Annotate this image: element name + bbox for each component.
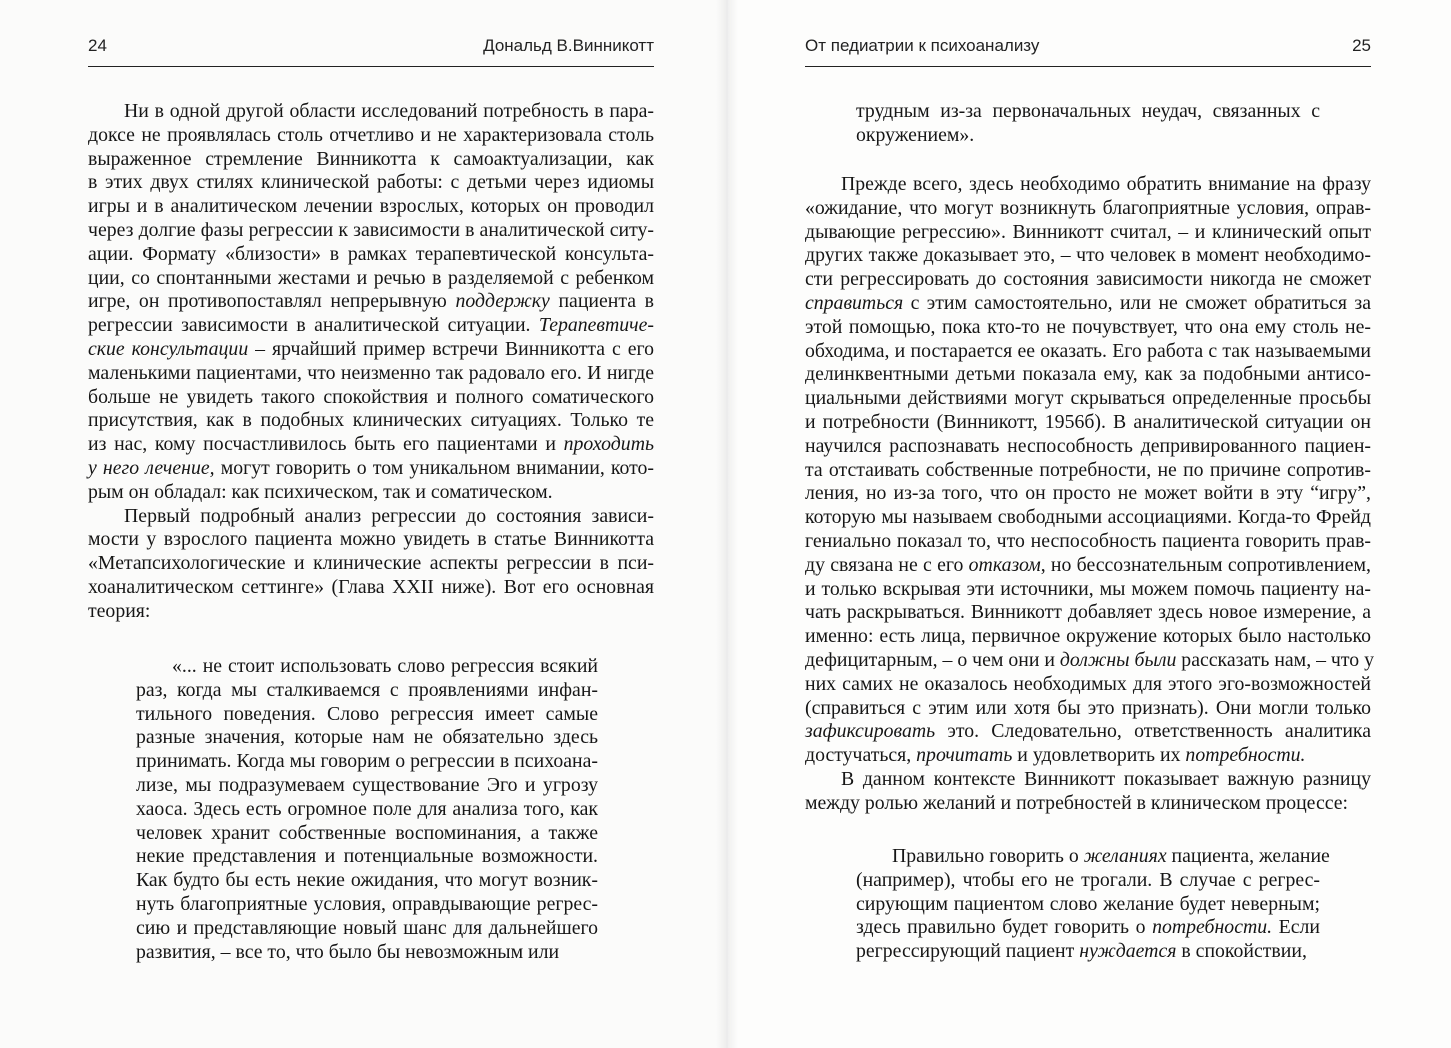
text-line xyxy=(856,940,1320,964)
text-line xyxy=(88,505,654,529)
text-line xyxy=(136,774,598,798)
left-quote xyxy=(136,655,598,964)
italic-text: прочитать xyxy=(916,744,1013,767)
text-line xyxy=(805,221,1371,245)
text-line xyxy=(88,576,654,600)
italic-text: отказом xyxy=(968,553,1041,576)
text-line xyxy=(805,720,1371,744)
text-line xyxy=(805,482,1371,506)
text-line xyxy=(805,197,1371,221)
text-run: присутствия, как в подобных клинических ситуациях. Только те xyxy=(88,409,654,432)
text-run: именно: есть лица, первичное окружение которых было настолько xyxy=(805,625,1371,648)
text-line xyxy=(805,411,1371,435)
text-line xyxy=(88,481,654,505)
text-run: гениально показал то, что неспособность пациента говорить прав- xyxy=(805,529,1371,552)
text-line xyxy=(805,173,1371,197)
italic-text: зафиксировать xyxy=(805,720,936,743)
text-line xyxy=(136,941,598,965)
left-page-number: 24 xyxy=(88,36,107,55)
right-page-number: 25 xyxy=(1352,36,1371,55)
text-line xyxy=(88,600,654,624)
text-line xyxy=(136,869,598,893)
text-run: (справиться с этим или хотя бы это признать). Они могли только xyxy=(805,696,1371,719)
right-body-text xyxy=(805,173,1374,816)
right-quote-end xyxy=(856,100,1320,148)
text-run: из нас, кому посчастливилось быть его пациентами и xyxy=(88,433,564,456)
text-run: окружением». xyxy=(856,123,975,146)
text-line xyxy=(805,768,1371,792)
text-run: игре, он противопоставлял непрерывную xyxy=(88,290,456,313)
text-run: в этих двух стилях клинической работы: с детьми через идиомы xyxy=(88,171,654,194)
text-line xyxy=(805,459,1371,483)
text-run: других также доказывает это, – что человек в момент необходимо- xyxy=(805,244,1371,267)
text-line xyxy=(805,792,1371,816)
text-line xyxy=(88,100,654,124)
italic-text: ские консультации xyxy=(88,337,249,360)
text-line xyxy=(136,893,598,917)
text-run: Если xyxy=(1272,916,1320,939)
left-block-quote xyxy=(136,655,598,964)
text-line xyxy=(805,506,1371,530)
text-run: некие представления и потенциальные возможности. xyxy=(136,845,598,868)
text-run: ции, со спонтанными жестами и речью в разделяемой с ребенком xyxy=(88,266,654,289)
text-run: тильного поведения. Слово регрессия имеет самые xyxy=(136,702,598,725)
text-run: хоаналитическом сеттинге» (Глава XXII ниже). Вот его основная xyxy=(88,575,654,598)
text-run: достучаться, xyxy=(805,744,917,767)
text-run: хаоса. Здесь есть огромное поле для анализа того, как xyxy=(136,797,598,820)
left-paragraph-2 xyxy=(88,505,654,624)
text-line xyxy=(805,363,1371,387)
text-run: маленькими пациентами, что неизменно так радовало его. И нигде xyxy=(88,361,654,384)
text-line xyxy=(88,457,654,481)
text-run: Первый подробный анализ регрессии до состояния зависи- xyxy=(124,504,654,527)
text-run: сирующим пациентом слово желание будет неверным; xyxy=(856,892,1320,915)
text-run: этой помощью, пока кто-то не почувствует, что она ему столь не- xyxy=(805,315,1371,338)
italic-text: желаниях xyxy=(1083,845,1167,867)
text-line xyxy=(805,435,1371,459)
text-run: чать раскрываться. Винникотт добавляет здесь новое измерение, а xyxy=(805,601,1371,624)
text-run: (например), чтобы его не трогали. В случае с регрес- xyxy=(856,868,1320,891)
text-line xyxy=(856,100,1320,124)
text-run: раз, когда мы сталкиваемся с проявлениями инфан- xyxy=(136,678,598,701)
text-run: «Метапсихологические и клинические аспекты регрессии в пси- xyxy=(88,552,654,575)
text-line xyxy=(805,292,1371,316)
italic-text: должны были xyxy=(1059,648,1177,671)
text-run: разные значения, которые нам не обязательно здесь xyxy=(136,726,598,749)
text-run: и потребности (Винникотт, 1956б). В аналитической ситуации он xyxy=(805,410,1371,433)
italic-text: справиться xyxy=(805,291,904,314)
italic-text: потребности. xyxy=(1152,916,1273,939)
text-run: рассказать нам, – что у xyxy=(1176,648,1374,671)
italic-text: у него лечение, xyxy=(88,456,215,479)
text-run: здесь правильно будет говорить о xyxy=(856,916,1153,939)
text-run: сти регрессировать до состояния зависимости никогда не сможет xyxy=(805,268,1371,291)
text-line xyxy=(805,554,1371,578)
text-line xyxy=(805,268,1371,292)
text-run: развития, – все то, что было бы невозможным или xyxy=(136,940,560,963)
text-line xyxy=(805,530,1371,554)
text-line xyxy=(805,625,1371,649)
right-page-header xyxy=(805,36,1371,60)
text-line xyxy=(856,893,1320,917)
text-line xyxy=(805,744,1371,768)
italic-text: потребности. xyxy=(1185,744,1306,767)
text-line xyxy=(856,124,1320,148)
text-run: и удовлетворить их xyxy=(1012,744,1186,767)
text-line xyxy=(856,916,1320,940)
left-paragraph-1 xyxy=(88,100,654,505)
text-run: теория: xyxy=(88,599,151,622)
text-run: «... не стоит использовать слово регрессия всякий xyxy=(172,655,598,677)
italic-text: Терапевтиче- xyxy=(538,314,654,337)
text-line xyxy=(805,244,1371,268)
italic-text: проходить xyxy=(563,433,654,456)
text-line xyxy=(88,433,654,457)
text-run: через долгие фазы регрессии к зависимости в аналитической ситу- xyxy=(88,218,654,241)
text-run: ления, но из-за того, что он просто не может войти в эту “игру”, xyxy=(805,482,1371,505)
text-run: В данном контексте Винникотт показывает важную разницу xyxy=(841,767,1371,790)
italic-text: нуждается xyxy=(1079,940,1177,963)
text-run: игры и в аналитическом лечении взрослых, которых он проводил xyxy=(88,195,654,218)
text-line xyxy=(88,528,654,552)
text-line xyxy=(88,148,654,172)
text-line xyxy=(136,703,598,727)
text-run: нуть благоприятные условия, оправдывающие регрес- xyxy=(136,892,598,915)
text-run: лизе, мы подразумеваем существование Эго и угрозу xyxy=(136,773,598,796)
text-line xyxy=(88,290,654,314)
text-line xyxy=(88,338,654,362)
text-line xyxy=(805,601,1371,625)
text-line xyxy=(805,387,1371,411)
text-run: мости у взрослого пациента можно увидеть в статье Винникотта xyxy=(88,528,654,551)
right-paragraph-1 xyxy=(805,173,1374,768)
text-line xyxy=(856,869,1320,893)
text-line xyxy=(136,822,598,846)
text-run: и только вскрывая эти источники, мы можем помочь пациенту на- xyxy=(805,577,1371,600)
text-line xyxy=(88,386,654,410)
text-run: в спокойствии, xyxy=(1176,940,1307,963)
text-run: обходима, и постарается ее оказать. Его работа с так называемыми xyxy=(805,339,1371,362)
text-run: принимать. Когда мы говорим о регрессии в психоана- xyxy=(136,750,598,773)
text-run: доксе не проявлялась столь отчетливо и не характеризовала столь xyxy=(88,123,654,146)
text-line xyxy=(136,845,598,869)
text-run: это. Следовательно, ответственность аналитика xyxy=(935,720,1371,743)
text-run: человек хранит собственные воспоминания, а также xyxy=(136,821,598,844)
text-line xyxy=(136,917,598,941)
text-run: Правильно говорить о xyxy=(892,845,1084,867)
text-run: между ролью желаний и потребностей в клиническом процессе: xyxy=(805,791,1349,814)
text-run: выраженное стремление Винникотта к самоактуализации, как xyxy=(88,147,654,170)
left-running-head: Дональд В.Винникотт xyxy=(483,36,654,55)
text-line xyxy=(805,673,1371,697)
text-line xyxy=(136,726,598,750)
right-running-head: От педиатрии к психоанализу xyxy=(805,36,1040,55)
text-run: Как будто бы есть некие ожидания, что могут возник- xyxy=(136,869,598,892)
text-run: пациента в xyxy=(549,290,654,313)
right-quote-end-block xyxy=(856,100,1320,148)
text-run: делинквентными детьми показала ему, как за подобными антисо- xyxy=(805,363,1371,386)
text-line xyxy=(88,243,654,267)
text-run: – ярчайший пример встречи Винникотта с его xyxy=(248,337,655,360)
text-run: научился распознавать неспособность депривированного пациен- xyxy=(805,434,1371,457)
left-page-header xyxy=(88,36,654,60)
text-run: больше не увидеть такого спокойствия и полного соматического xyxy=(88,385,654,408)
text-run: циальными действиями могут скрываться определенные просьбы xyxy=(805,387,1371,410)
text-run: Ни в одной другой области исследований потребность в пара- xyxy=(124,100,654,122)
text-line xyxy=(805,316,1371,340)
text-run: трудным из-за первоначальных неудач, связанных с xyxy=(856,100,1320,122)
text-line xyxy=(856,845,1330,869)
text-line xyxy=(136,655,598,679)
text-run: регрессирующий пациент xyxy=(856,940,1080,963)
left-header-rule xyxy=(88,66,654,67)
text-line xyxy=(88,219,654,243)
text-run: ации. Формату «близости» в рамках терапевтической консульта- xyxy=(88,242,654,265)
text-run: «ожидание, что могут возникнуть благоприятные условия, оправ- xyxy=(805,196,1371,219)
text-line xyxy=(805,648,1374,673)
text-run: могут говорить о том уникальном внимании, кото- xyxy=(214,456,655,479)
text-line xyxy=(805,578,1371,602)
text-run: которую мы называем свободными ассоциациями. Когда-то Фрейд xyxy=(805,506,1371,529)
text-line xyxy=(88,124,654,148)
text-run: дефицитарным, – о чем они и xyxy=(805,648,1060,671)
text-line xyxy=(88,195,654,219)
text-line xyxy=(88,362,654,386)
book-gutter xyxy=(716,0,738,1048)
text-run: ду связана не с его xyxy=(805,553,969,576)
text-run: рым он обладал: как психическом, так и соматическом. xyxy=(88,480,553,503)
text-line xyxy=(88,409,654,433)
text-line xyxy=(805,340,1371,364)
text-line xyxy=(88,171,654,195)
left-body-text xyxy=(88,100,654,624)
text-line xyxy=(136,798,598,822)
text-run: Прежде всего, здесь необходимо обратить внимание на фразу xyxy=(841,173,1371,195)
italic-text: поддержку xyxy=(455,290,550,313)
text-line xyxy=(805,697,1371,721)
right-block-quote xyxy=(856,845,1330,964)
right-paragraph-2 xyxy=(805,768,1371,816)
text-line xyxy=(88,314,654,338)
right-header-rule xyxy=(805,66,1371,67)
text-run: регрессии зависимости в аналитической ситуации. xyxy=(88,314,539,337)
text-line xyxy=(136,679,598,703)
text-line xyxy=(88,552,654,576)
right-quote xyxy=(856,845,1330,964)
text-run: сию и представляющие новый шанс для дальнейшего xyxy=(136,916,598,939)
text-line xyxy=(88,267,654,291)
text-run: пациента, желание xyxy=(1166,845,1330,867)
text-run: дывающие регрессию». Винникотт считал, – и клинический опыт xyxy=(805,220,1371,243)
text-run: , но бессознательным сопротивлением, xyxy=(1040,553,1371,576)
text-run: та отстаивать собственные потребности, не по причине сопротив- xyxy=(805,458,1371,481)
text-line xyxy=(136,750,598,774)
text-run: них самих не оказалось необходимых для этого эго-возможностей xyxy=(805,672,1371,695)
text-run: с этим самостоятельно, или не сможет обратиться за xyxy=(903,291,1371,314)
